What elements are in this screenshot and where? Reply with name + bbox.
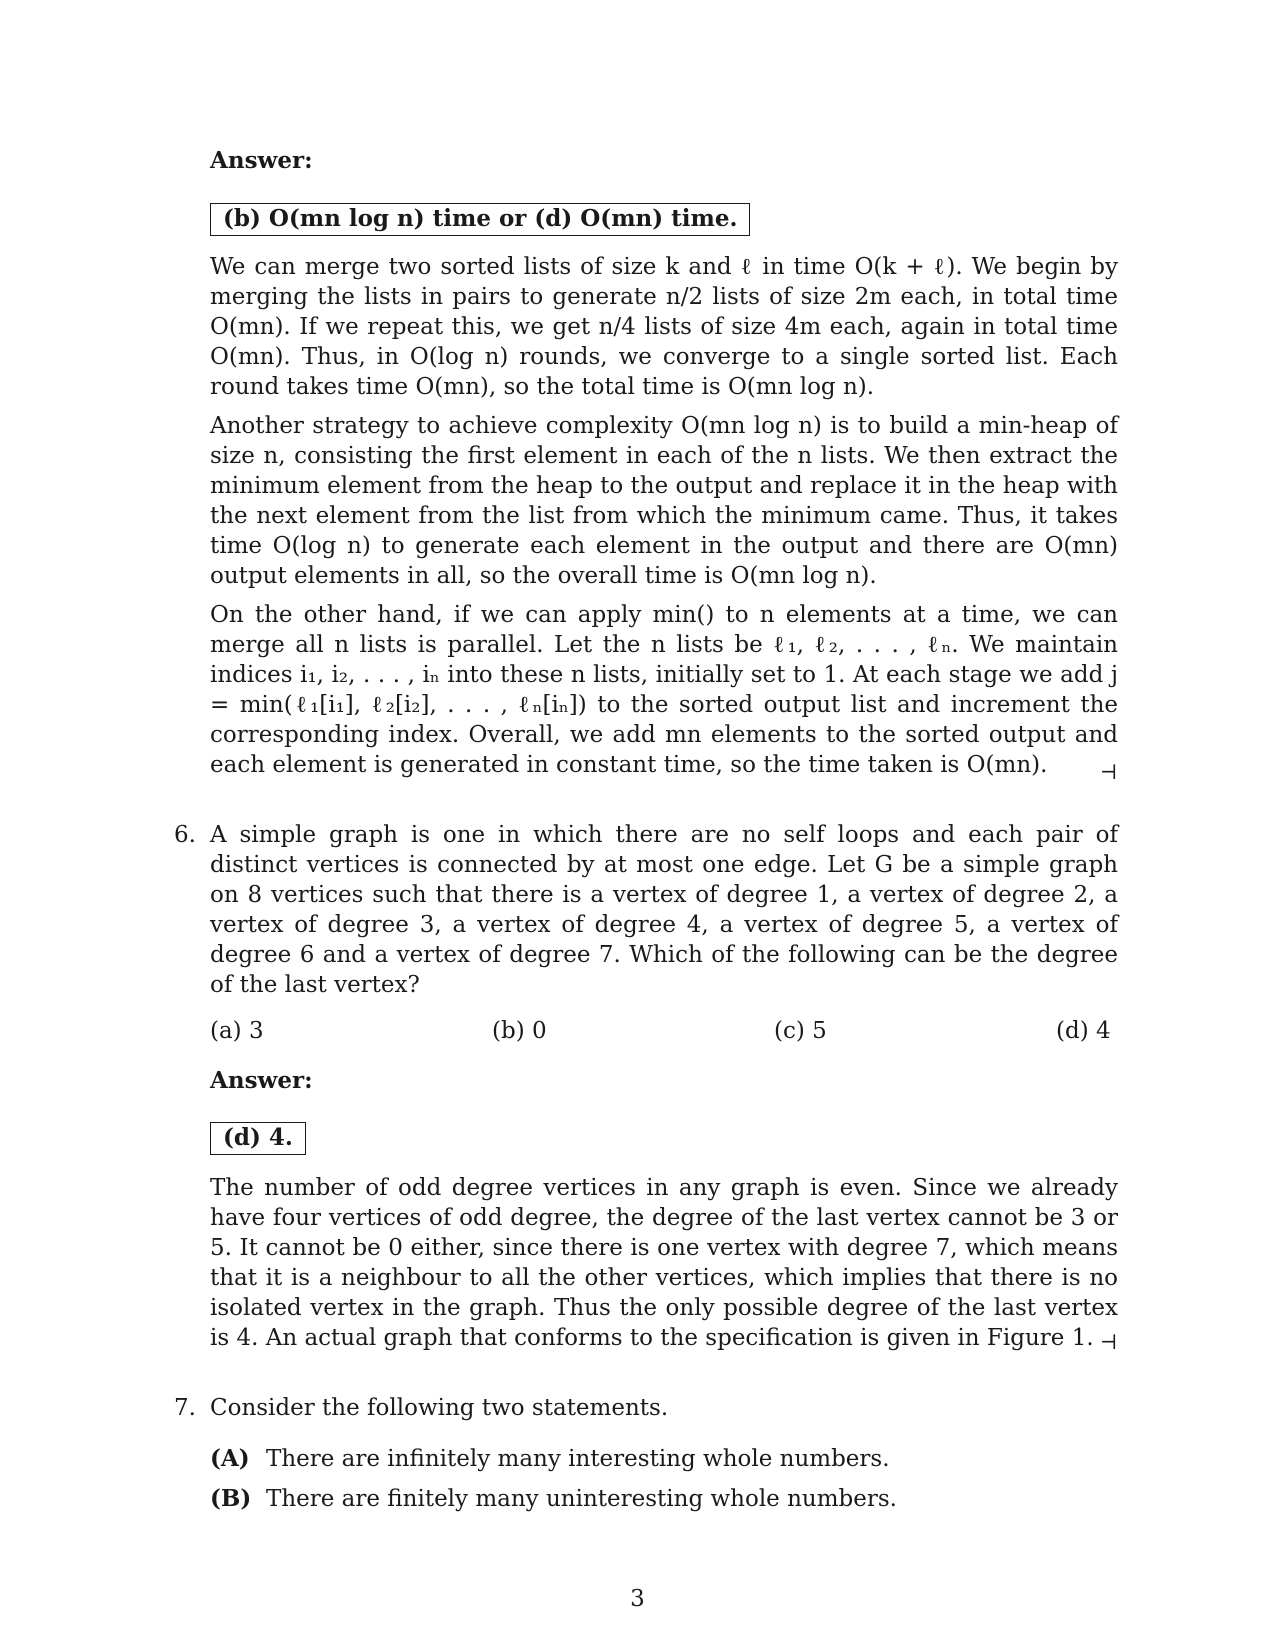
q5-end-mark: ⊣ xyxy=(1100,760,1118,784)
q6-explanation xyxy=(210,1173,1118,1353)
q7-statement-text: There are finitely many uninteresting whole numbers. xyxy=(266,1486,897,1512)
q6-option-d: (d) 4 xyxy=(1056,1018,1111,1044)
q6-question-text: A simple graph is one in which there are no self loops and each pair of distinct vertices is connected by at most one edge. Let G be a simple graph on 8 vertices such that there is a vertex of degree 1, a vertex of degree 2, a vertex of degree 3, a vertex of degree 4, a vertex of degree 5, a vertex of degree 6 and a vertex of degree 7. Which of the following can be the degree of the last vertex? xyxy=(210,822,1118,998)
q5-paragraph: We can merge two sorted lists of size k and ℓ in time O(k + ℓ). We begin by merging the lists in pairs to generate n/2 lists of size 2m each, in total time O(mn). If we repeat this, we get n/4 lists of size 4m each, again in total time O(mn). Thus, in O(log n) rounds, we converge to a single sorted list. Each round takes time O(mn), so the total time is O(mn log n). xyxy=(210,254,1118,400)
q7-statement-label: (B) xyxy=(210,1485,252,1512)
q6-number: 6. xyxy=(174,822,196,848)
q7-question: Consider the following two statements. xyxy=(210,1395,669,1421)
q5-paragraph: Another strategy to achieve complexity O(mn log n) is to build a min-heap of size n, consisting the first element in each of the n lists. We then extract the minimum element from the heap to the output and replace it in the heap with the next element from the list from which the minimum came. Thus, it takes time O(log n) to generate each element in the output and there are O(mn) output elements in all, so the overall time is O(mn log n). xyxy=(210,413,1118,589)
q5-answer-heading: Answer: xyxy=(210,147,313,174)
q5-answer-box: (b) O(mn log n) time or (d) O(mn) time. xyxy=(210,203,750,236)
q7-number: 7. xyxy=(174,1395,196,1421)
q5-explanation xyxy=(210,252,1118,780)
q6-option-a: (a) 3 xyxy=(210,1018,264,1044)
q6-end-mark: ⊣ xyxy=(1100,1330,1118,1354)
q6-options xyxy=(210,1016,1118,1046)
q7-statement-b xyxy=(210,1484,897,1514)
q7-statement-label: (A) xyxy=(210,1445,250,1472)
q6-option-b: (b) 0 xyxy=(492,1018,547,1044)
q7-statement-a xyxy=(210,1444,890,1474)
q6-explanation-text: The number of odd degree vertices in any graph is even. Since we already have four vertices of odd degree, the degree of the last vertex cannot be 3 or 5. It cannot be 0 either, since there is one vertex with degree 7, which means that it is a neighbour to all the other vertices, which implies that there is no isolated vertex in the graph. Thus the only possible degree of the last vertex is 4. An actual graph that conforms to the specification is given in Figure 1. xyxy=(210,1175,1118,1351)
q6-option-c: (c) 5 xyxy=(774,1018,827,1044)
q6-question xyxy=(210,820,1118,1000)
q7-statement-text: There are infinitely many interesting whole numbers. xyxy=(266,1446,890,1472)
q5-answer-box-wrap xyxy=(210,203,1118,236)
page-number: 3 xyxy=(630,1586,645,1612)
q6-answer-heading: Answer: xyxy=(210,1067,313,1094)
q5-paragraph: On the other hand, if we can apply min() to n elements at a time, we can merge all n lists is parallel. Let the n lists be ℓ₁, ℓ₂, . . . , ℓₙ. We maintain indices i₁, i₂, . . . , iₙ into these n lists, initially set to 1. At each stage we add j = min(ℓ₁[i₁], ℓ₂[i₂], . . . , ℓₙ[iₙ]) to the sorted output list and increment the corresponding index. Overall, we add mn elements to the sorted output and each element is generated in constant time, so the time taken is O(mn). xyxy=(210,602,1118,778)
q6-answer-box: (d) 4. xyxy=(210,1122,306,1155)
q6-answer-box-wrap xyxy=(210,1122,1118,1155)
